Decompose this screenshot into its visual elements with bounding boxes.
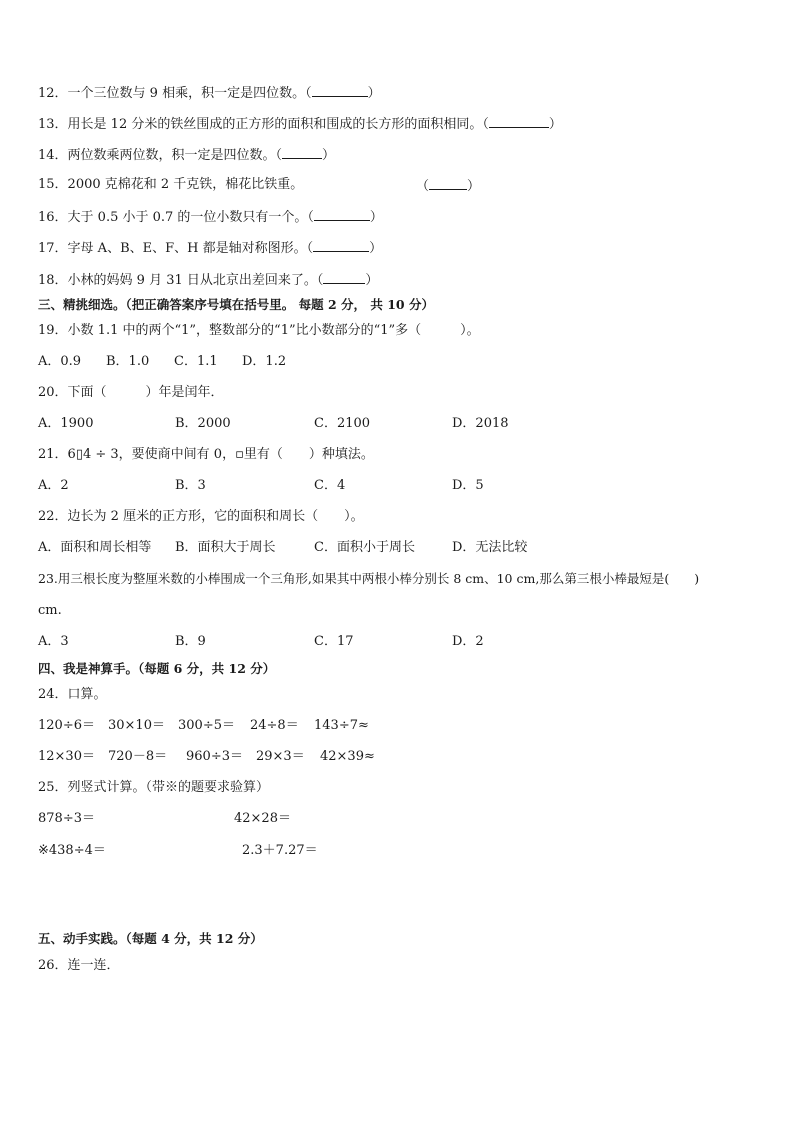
answer-blank[interactable] xyxy=(282,145,322,159)
option-d[interactable]: D．2 xyxy=(452,634,484,649)
mental-math-item: 12×30＝ xyxy=(38,749,95,764)
section-4-heading: 四、我是神算手。（每题 6 分，共 12 分） xyxy=(38,661,276,676)
answer-blank[interactable] xyxy=(313,238,369,252)
mental-math-item: 29×3＝ xyxy=(256,749,305,764)
question-23-unit: cm. xyxy=(38,603,62,618)
vertical-calc-row-1 xyxy=(38,810,764,828)
option-a[interactable]: A．1900 xyxy=(38,416,94,431)
vertical-calc-item: ※438÷4＝ xyxy=(38,843,106,858)
vertical-calc-item: 878÷3＝ xyxy=(38,811,95,826)
mental-math-row-2 xyxy=(38,748,764,766)
question-23-options xyxy=(38,633,764,651)
option-d[interactable]: D．2018 xyxy=(452,416,509,431)
question-19-options xyxy=(38,353,764,371)
mental-math-item: 120÷6＝ xyxy=(38,718,95,733)
question-26: 26．连一连． xyxy=(38,958,120,973)
question-23: 23.用三根长度为整厘米数的小棒围成一个三角形,如果其中两根小棒分别长 8 cm、10 cm,那么第三根小棒最短是( ) xyxy=(38,571,700,586)
question-18: 18．小林的妈妈 9 月 31 日从北京出差回来了。（ ） xyxy=(38,270,764,288)
question-21-options xyxy=(38,477,764,495)
mental-math-item: 24÷8＝ xyxy=(250,718,299,733)
option-c[interactable]: C．面积小于周长 xyxy=(314,540,415,555)
section-5-heading: 五、动手实践。（每题 4 分，共 12 分） xyxy=(38,931,263,946)
option-a[interactable]: A．面积和周长相等 xyxy=(38,540,152,555)
option-d[interactable]: D．1.2 xyxy=(242,354,287,369)
option-a[interactable]: A．3 xyxy=(38,634,69,649)
mental-math-item: 143÷7≈ xyxy=(314,718,369,733)
option-b[interactable]: B．面积大于周长 xyxy=(175,540,276,555)
option-a[interactable]: A．0.9 xyxy=(38,354,82,369)
option-b[interactable]: B．9 xyxy=(175,634,206,649)
section-3-heading: 三、精挑细选。（把正确答案序号填在括号里。 每题 2 分， 共 10 分） xyxy=(38,297,434,312)
mental-math-item: 30×10＝ xyxy=(108,718,165,733)
mental-math-item: 720－8＝ xyxy=(108,749,168,764)
option-b[interactable]: B．3 xyxy=(175,478,206,493)
question-15: 15．2000 克棉花和 2 千克铁，棉花比铁重。 （ ） xyxy=(38,177,481,194)
option-c[interactable]: C．2100 xyxy=(314,416,371,431)
answer-blank[interactable] xyxy=(323,270,365,284)
question-21: 21．6▯4 ÷ 3，要使商中间有 0，▫里有（ ）种填法。 xyxy=(38,447,374,462)
answer-blank[interactable] xyxy=(429,176,467,190)
answer-blank[interactable] xyxy=(312,83,368,97)
question-12: 12．一个三位数与 9 相乘，积一定是四位数。（ ） xyxy=(38,83,764,101)
option-c[interactable]: C．17 xyxy=(314,634,354,649)
vertical-calc-item: 42×28＝ xyxy=(234,811,291,826)
vertical-calc-item: 2.3＋7.27＝ xyxy=(242,843,318,858)
question-19: 19．小数 1.1 中的两个“1”，整数部分的“1”比小数部分的“1”多（ ）。 xyxy=(38,323,480,338)
question-20: 20．下面（ ）年是闰年． xyxy=(38,385,224,400)
answer-blank[interactable] xyxy=(314,207,370,221)
question-13: 13．用长是 12 分米的铁丝围成的正方形的面积和围成的长方形的面积相同。（ ） xyxy=(38,114,764,132)
question-22: 22．边长为 2 厘米的正方形，它的面积和周长（ ）。 xyxy=(38,509,364,524)
question-25-title: 25．列竖式计算。（带※的题要求验算） xyxy=(38,780,270,795)
mental-math-item: 960÷3＝ xyxy=(186,749,243,764)
option-c[interactable]: C．4 xyxy=(314,478,346,493)
answer-blank[interactable] xyxy=(489,114,549,128)
mental-math-row-1 xyxy=(38,717,764,735)
option-b[interactable]: B．2000 xyxy=(175,416,231,431)
question-14: 14．两位数乘两位数，积一定是四位数。（ ） xyxy=(38,145,764,163)
option-d[interactable]: D．5 xyxy=(452,478,484,493)
vertical-calc-row-2 xyxy=(38,842,764,860)
option-d[interactable]: D．无法比较 xyxy=(452,540,528,555)
question-16: 16．大于 0.5 小于 0.7 的一位小数只有一个。（ ） xyxy=(38,207,764,225)
question-17: 17．字母 A、B、E、F、H 都是轴对称图形。（ ） xyxy=(38,238,764,256)
mental-math-item: 300÷5＝ xyxy=(178,718,235,733)
option-b[interactable]: B．1.0 xyxy=(106,354,150,369)
option-c[interactable]: C．1.1 xyxy=(174,354,218,369)
mental-math-item: 42×39≈ xyxy=(320,749,375,764)
option-a[interactable]: A．2 xyxy=(38,478,69,493)
question-22-options xyxy=(38,539,764,557)
question-24-title: 24．口算。 xyxy=(38,687,107,702)
question-20-options xyxy=(38,415,764,433)
